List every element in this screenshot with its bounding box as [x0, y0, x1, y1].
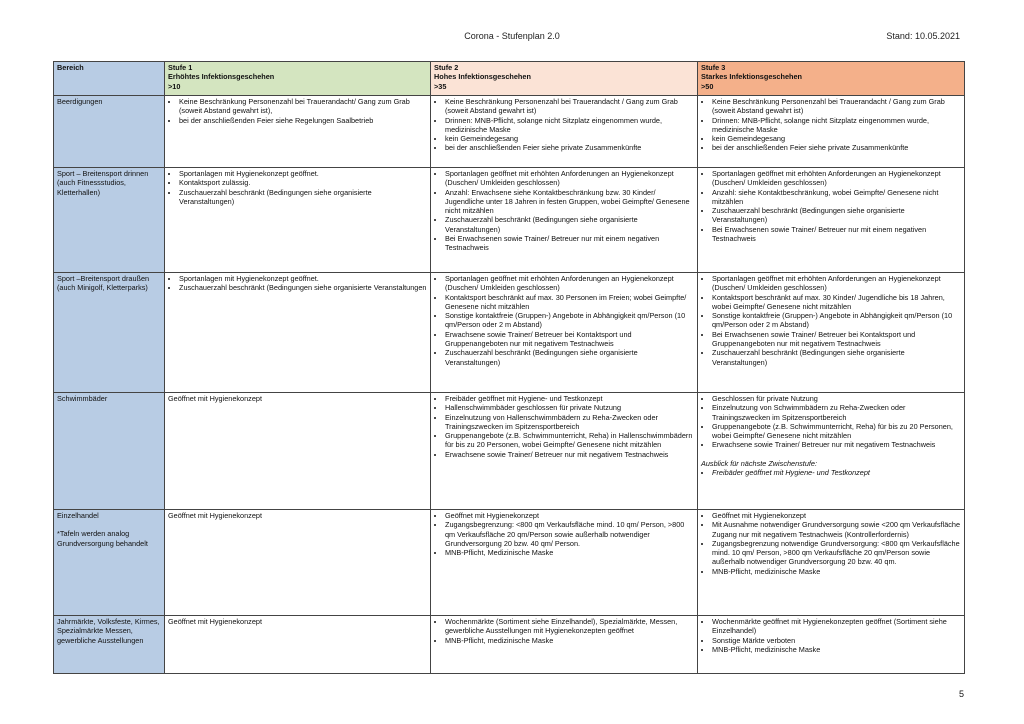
bereich-cell	[54, 273, 165, 393]
list-item: • Geöffnet mit Hygienekonzept	[445, 511, 694, 520]
list-item: • Zuschauerzahl beschränkt (Bedingungen siehe organisierte Veranstaltungen)	[445, 215, 694, 234]
list-item: • bei der anschließenden Feier siehe private Zusammenkünfte	[445, 143, 694, 152]
header-stufe-2	[431, 62, 698, 96]
outlook-item: • Freibäder geöffnet mit Hygiene- und Testkonzept	[712, 468, 961, 477]
cell-text: Geöffnet mit Hygienekonzept	[168, 511, 262, 520]
bereich-note: *Tafeln werden analog Grundversorgung behandelt	[57, 529, 148, 548]
bereich-label: Schwimmbäder	[57, 394, 108, 403]
list-item: • Bei Erwachsenen sowie Trainer/ Betreuer nur mit einem negativen Testnachweis	[712, 225, 961, 244]
list-item: • Keine Beschränkung Personenzahl bei Trauerandacht / Gang zum Grab (soweit Abstand gewahrt ist)	[445, 97, 694, 116]
list-item: • Kontaktsport beschränkt auf max. 30 Kinder/ Jugendliche bis 18 Jahren, wobei Geimpfte/ Genesene nicht mitzählen	[712, 293, 961, 312]
header-line: >10	[168, 81, 181, 91]
bereich-label: Sport – Breitensport drinnen (auch Fitnessstudios, Kletterhallen)	[57, 169, 149, 197]
document-title: Corona - Stufenplan 2.0	[464, 31, 560, 41]
list-item: • Drinnen: MNB-Pflicht, solange nicht Sitzplatz eingenommen wurde, medizinische Maske	[712, 116, 961, 135]
stufe-3-cell	[698, 616, 965, 674]
list-item: • Sonstige kontaktfreie (Gruppen-) Angebote in Abhängigkeit qm/Person (10 qm/Person oder 2 m Abstand)	[445, 311, 694, 330]
list-item: • Geschlossen für private Nutzung	[712, 394, 961, 403]
stufe-1-cell	[165, 273, 431, 393]
list-item: • Einzelnutzung von Schwimmbädern zu Reha-Zwecken oder Trainingszwecken im Spitzensportbereich	[712, 403, 961, 422]
list-item: • Erwachsene sowie Trainer/ Betreuer bei Kontaktsport und Gruppenangeboten nur mit negativem Testnachweis	[445, 330, 694, 349]
list-item: • Zuschauerzahl beschränkt (Bedingungen siehe organisierte Veranstaltungen)	[179, 188, 427, 207]
list-item: • Sonstige Märkte verboten	[712, 636, 961, 645]
stufe-2-cell	[431, 393, 698, 510]
list-item: • Sportanlagen geöffnet mit erhöhten Anforderungen an Hygienekonzept (Duschen/ Umkleiden geschlossen)	[712, 169, 961, 188]
header-stufe-3	[698, 62, 965, 96]
header-line: >35	[434, 81, 447, 91]
list-item: • Hallenschwimmbäder geschlossen für private Nutzung	[445, 403, 694, 412]
list-item: • Anzahl: Erwachsene siehe Kontaktbeschränkung bzw. 30 Kinder/ Jugendliche unter 18 Jahren in festen Gruppen, wobei Geimpfte/ Genesene nicht mitzählen	[445, 188, 694, 216]
bereich-label: Einzelhandel	[57, 511, 99, 520]
stufe-2-cell	[431, 168, 698, 273]
list-item: • Wochenmärkte (Sortiment siehe Einzelhandel), Spezialmärkte, Messen, gewerbliche Ausstellungen mit Hygienekonzepten geöffnet	[445, 617, 694, 636]
list-item: • Drinnen: MNB-Pflicht, solange nicht Sitzplatz eingenommen wurde, medizinische Maske	[445, 116, 694, 135]
page-number: 5	[958, 689, 964, 699]
list-item: • Kontaktsport beschränkt auf max. 30 Personen im Freien; wobei Geimpfte/ Genesene nicht mitzählen	[445, 293, 694, 312]
list-item: • Kontaktsport zulässig.	[179, 178, 427, 187]
stufe-3-cell	[698, 393, 965, 510]
header-line: >50	[701, 81, 714, 91]
list-item: • Gruppenangebote (z.B. Schwimmunterricht, Reha) in Hallenschwimmbädern für bis zu 20 Personen, wobei Geimpfte/ Genesene nicht mitzählen	[445, 431, 694, 450]
table-row	[54, 510, 965, 616]
list-item: • Zugangsbegrenzung: <800 qm Verkaufsfläche mind. 10 qm/ Person, >800 qm Verkaufsfläche 20 qm/Person sowie außerhalb notwendiger Grundversorgung 20 bzw. 40 qm/ Person.	[445, 520, 694, 548]
list-item: • Gruppenangebote (z.B. Schwimmunterricht, Reha) für bis zu 20 Personen, wobei Geimpfte/ Genesene nicht mitzählen	[712, 422, 961, 441]
header-line: Starkes Infektionsgeschehen	[701, 72, 802, 82]
list-item: • Sportanlagen mit Hygienekonzept geöffnet.	[179, 274, 427, 283]
header-stufe-1	[165, 62, 431, 96]
stufe-2-cell	[431, 510, 698, 616]
stufenplan-table	[53, 61, 965, 674]
bereich-cell	[54, 393, 165, 510]
list-item: • Bei Erwachsenen sowie Trainer/ Betreuer bei Kontaktsport und Gruppenangeboten nur mit negativem Testnachweis	[712, 330, 961, 349]
stufe-1-cell	[165, 393, 431, 510]
list-item: • Wochenmärkte geöffnet mit Hygienekonzepten geöffnet (Sortiment siehe Einzelhandel)	[712, 617, 961, 636]
list-item: • Zuschauerzahl beschränkt (Bedingungen siehe organisierte Veranstaltungen)	[712, 206, 961, 225]
list-item: • Keine Beschränkung Personenzahl bei Trauerandacht / Gang zum Grab (soweit Abstand gewahrt ist)	[712, 97, 961, 116]
list-item: • Sonstige kontaktfreie (Gruppen-) Angebote in Abhängigkeit qm/Person (10 qm/Person oder 2 m Abstand)	[712, 311, 961, 330]
table-row	[54, 616, 965, 674]
list-item: • Freibäder geöffnet mit Hygiene- und Testkonzept	[445, 394, 694, 403]
list-item: • Zuschauerzahl beschränkt (Bedingungen siehe organisierte Veranstaltungen)	[445, 348, 694, 367]
table-row	[54, 273, 965, 393]
header-bereich	[54, 62, 165, 96]
outlook-note: Ausblick für nächste Zwischenstufe:	[701, 458, 817, 468]
list-item: • Anzahl: siehe Kontaktbeschränkung, wobei Geimpfte/ Genesene nicht mitzählen	[712, 188, 961, 207]
header-line: Bereich	[57, 63, 84, 72]
stufe-2-cell	[431, 273, 698, 393]
stufe-2-cell	[431, 96, 698, 168]
header-line: Stufe 3	[701, 63, 726, 72]
list-item: • Sportanlagen mit Hygienekonzept geöffnet.	[179, 169, 427, 178]
bereich-cell	[54, 168, 165, 273]
stufe-1-cell	[165, 168, 431, 273]
list-item: • Erwachsene sowie Trainer/ Betreuer nur mit negativem Testnachweis	[445, 450, 694, 459]
list-item: • Geöffnet mit Hygienekonzept	[712, 511, 961, 520]
list-item: • Keine Beschränkung Personenzahl bei Trauerandacht/ Gang zum Grab (soweit Abstand gewahrt ist),	[179, 97, 427, 116]
list-item: • bei der anschließenden Feier siehe Regelungen Saalbetrieb	[179, 116, 427, 125]
cell-text: Geöffnet mit Hygienekonzept	[168, 394, 262, 403]
stufe-3-cell	[698, 168, 965, 273]
bereich-label: Beerdigungen	[57, 97, 103, 106]
stufe-1-cell	[165, 96, 431, 168]
table-header-row	[54, 62, 965, 96]
list-item: • Zugangsbegrenzung notwendige Grundversorgung: <800 qm Verkaufsfläche mind. 10 qm/ Person, >800 qm Verkaufsfläche 20 qm/Person sowie außerhalb notwendiger Grundversorgung 20 bzw. 40 qm.	[712, 539, 961, 567]
header-line: Stufe 1	[168, 63, 193, 72]
bereich-label: Sport –Breitensport draußen (auch Minigolf, Kletterparks)	[57, 274, 150, 293]
bereich-label: Jahrmärkte, Volksfeste, Kirmes, Spezialmärkte Messen, gewerbliche Ausstellungen	[57, 617, 160, 645]
bereich-cell	[54, 510, 165, 616]
list-item: • MNB-Pflicht, Medizinische Maske	[445, 548, 694, 557]
bereich-cell	[54, 616, 165, 674]
header-line: Hohes Infektionsgeschehen	[434, 72, 531, 82]
bereich-cell	[54, 96, 165, 168]
list-item: • Sportanlagen geöffnet mit erhöhten Anforderungen an Hygienekonzept (Duschen/ Umkleiden geschlossen)	[445, 169, 694, 188]
stufe-3-cell	[698, 273, 965, 393]
list-item: • Zuschauerzahl beschränkt (Bedingungen siehe organisierte Veranstaltungen	[179, 283, 427, 292]
list-item: • MNB-Pflicht, medizinische Maske	[445, 636, 694, 645]
list-item: • kein Gemeindegesang	[445, 134, 694, 143]
table-row	[54, 96, 965, 168]
list-item: • bei der anschließenden Feier siehe private Zusammenkünfte	[712, 143, 961, 152]
list-item: • Einzelnutzung von Hallenschwimmbädern zu Reha-Zwecken oder Trainingszwecken im Spitzensportbereich	[445, 413, 694, 432]
list-item: • MNB-Pflicht, medizinische Maske	[712, 645, 961, 654]
header-line: Erhöhtes Infektionsgeschehen	[168, 72, 275, 82]
list-item: • Sportanlagen geöffnet mit erhöhten Anforderungen an Hygienekonzept (Duschen/ Umkleiden geschlossen)	[712, 274, 961, 293]
stufe-3-cell	[698, 510, 965, 616]
table-row	[54, 168, 965, 273]
cell-text: Geöffnet mit Hygienekonzept	[168, 617, 262, 626]
list-item: • Zuschauerzahl beschränkt (Bedingungen siehe organisierte Veranstaltungen)	[712, 348, 961, 367]
stufe-1-cell	[165, 616, 431, 674]
list-item: • MNB-Pflicht, medizinische Maske	[712, 567, 961, 576]
stufe-1-cell	[165, 510, 431, 616]
list-item: • Sportanlagen geöffnet mit erhöhten Anforderungen an Hygienekonzept (Duschen/ Umkleiden geschlossen)	[445, 274, 694, 293]
header-line: Stufe 2	[434, 63, 459, 72]
list-item: • Erwachsene sowie Trainer/ Betreuer nur mit negativem Testnachweis	[712, 440, 961, 449]
list-item: • Mit Ausnahme notwendiger Grundversorgung sowie <200 qm Verkaufsfläche Zugang nur mit negativem Testnachweis (Kontrollerfordernis)	[712, 520, 961, 539]
table-row	[54, 393, 965, 510]
stufe-2-cell	[431, 616, 698, 674]
list-item: • Bei Erwachsenen sowie Trainer/ Betreuer nur mit einem negativen Testnachweis	[445, 234, 694, 253]
list-item: • kein Gemeindegesang	[712, 134, 961, 143]
stufe-3-cell	[698, 96, 965, 168]
document-date: Stand: 10.05.2021	[886, 31, 960, 41]
